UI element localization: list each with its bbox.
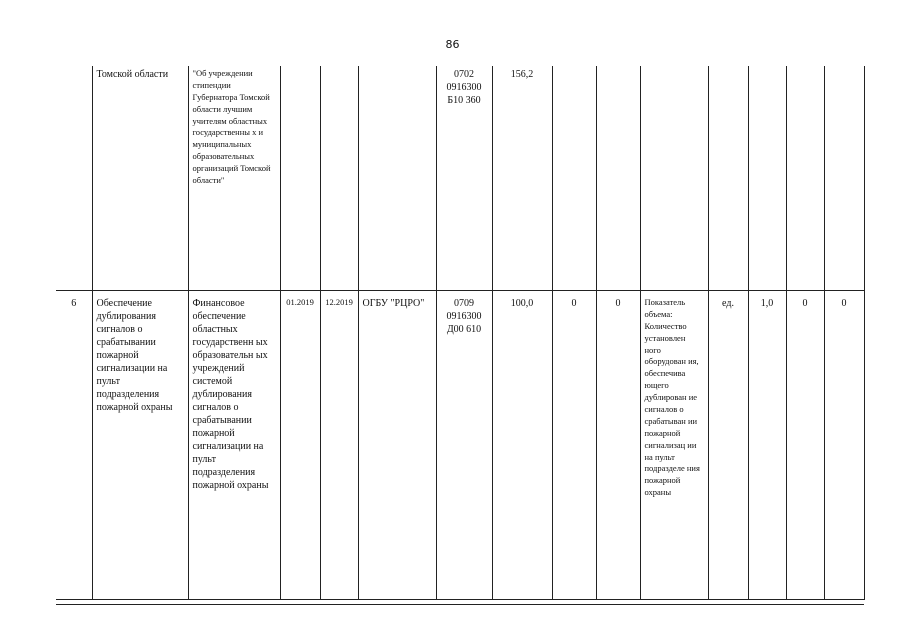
- row-number-cell: [56, 66, 92, 291]
- indicator-value-3-cell: [824, 66, 864, 291]
- unit-cell: ед.: [708, 291, 748, 600]
- value-1-cell: 0: [552, 291, 596, 600]
- amount-cell: 156,2: [492, 66, 552, 291]
- executor-cell: [358, 66, 436, 291]
- program-table: [56, 66, 865, 600]
- indicator-value-1-cell: 1,0: [748, 291, 786, 600]
- value-1-cell: [552, 66, 596, 291]
- end-date-cell: [320, 66, 358, 291]
- indicator-cell: [640, 66, 708, 291]
- end-date-cell: 12.2019: [320, 291, 358, 600]
- indicator-value-2-cell: [786, 66, 824, 291]
- table-row: [56, 66, 864, 291]
- event-name-cell: Обеспечение дублирования сигналов о срабатывании пожарной сигнализации на пульт подразделения пожарной охраны: [92, 291, 188, 600]
- event-description-cell: "Об учреждении стипендии Губернатора Томской области лучшим учителям областных государственны х и муниципальных образовательных организаций Томской области": [188, 66, 280, 291]
- indicator-value-1-cell: [748, 66, 786, 291]
- start-date-cell: [280, 66, 320, 291]
- budget-code-cell: 0702 0916300 Б10 360: [436, 66, 492, 291]
- value-2-cell: 0: [596, 291, 640, 600]
- table-row: [56, 291, 864, 600]
- indicator-value-2-cell: 0: [786, 291, 824, 600]
- table-bottom-rule: [56, 604, 864, 605]
- unit-cell: [708, 66, 748, 291]
- page-number: 86: [445, 38, 460, 51]
- indicator-value-3-cell: 0: [824, 291, 864, 600]
- start-date-cell: 01.2019: [280, 291, 320, 600]
- value-2-cell: [596, 66, 640, 291]
- budget-code-cell: 0709 0916300 Д00 610: [436, 291, 492, 600]
- executor-cell: ОГБУ "РЦРО": [358, 291, 436, 600]
- event-description-cell: Финансовое обеспечение областных государственн ых образовательн ых учреждений системой дублирования сигналов о срабатывании пожарной сигнализации на пульт подразделения пожарной охраны: [188, 291, 280, 600]
- amount-cell: 100,0: [492, 291, 552, 600]
- row-number-cell: 6: [56, 291, 92, 600]
- event-name-cell: Томской области: [92, 66, 188, 291]
- indicator-cell: Показатель объема: Количество установлен ного оборудован ия, обеспечива ющего дублирован ие сигналов о срабатыван ии пожарной сигнализац ии на пульт подразделе ния пожарной охраны: [640, 291, 708, 600]
